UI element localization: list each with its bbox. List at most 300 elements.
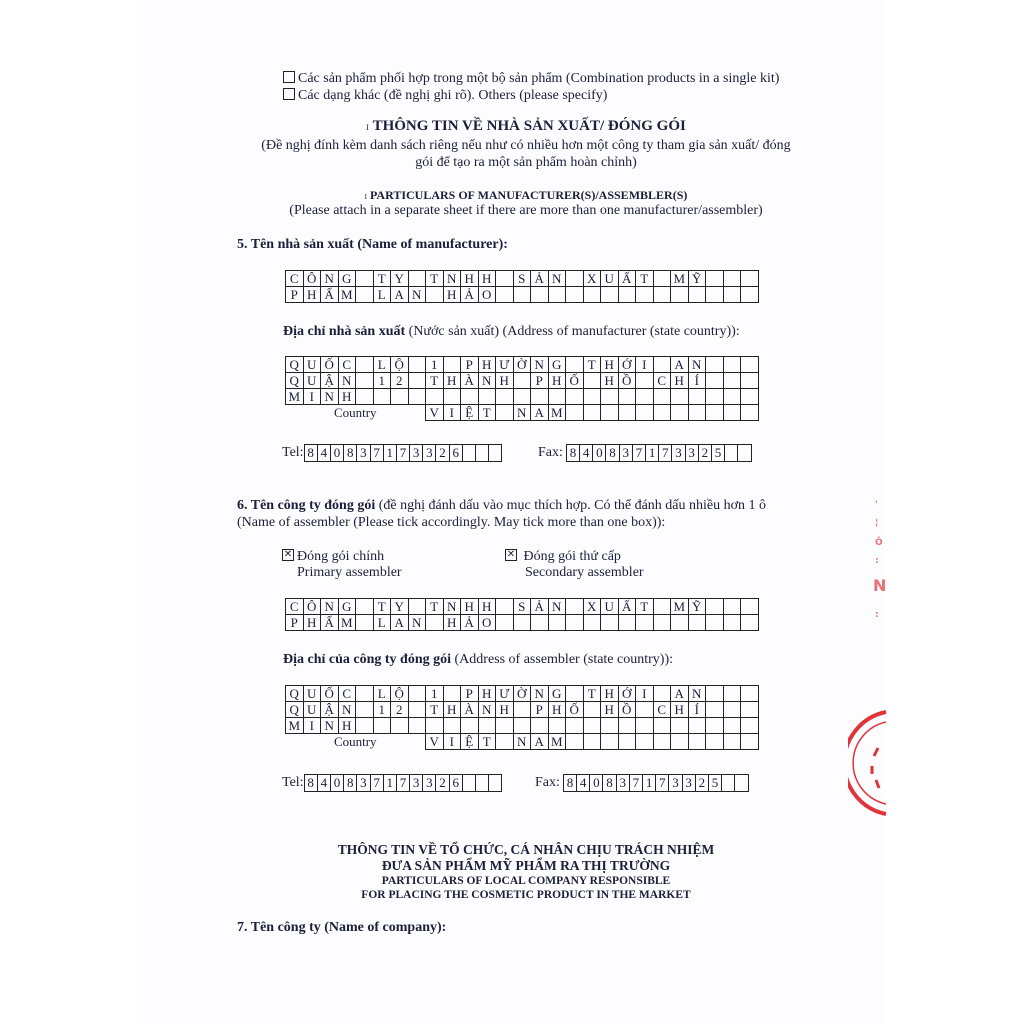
grid-cell[interactable] (496, 287, 514, 303)
grid-cell[interactable]: N (548, 271, 566, 287)
grid-cell[interactable] (513, 615, 531, 631)
grid-cell[interactable]: H (601, 357, 619, 373)
grid-cell[interactable] (496, 389, 514, 405)
grid-cell[interactable]: P (286, 615, 304, 631)
grid-cell[interactable]: N (688, 357, 706, 373)
grid-cell[interactable]: C (653, 373, 671, 389)
grid-cell[interactable]: U (303, 702, 321, 718)
digit-cell[interactable]: 8 (344, 445, 357, 461)
q5-name-grid[interactable] (285, 270, 759, 303)
digit-cell[interactable]: 8 (305, 775, 318, 791)
grid-cell[interactable] (443, 686, 461, 702)
grid-cell[interactable] (723, 718, 741, 734)
digit-cell[interactable]: 3 (423, 445, 436, 461)
grid-cell[interactable]: A (671, 357, 689, 373)
digit-cell[interactable]: 1 (646, 445, 659, 461)
grid-cell[interactable]: H (461, 271, 479, 287)
grid-cell[interactable]: Ố (566, 373, 584, 389)
grid-cell[interactable]: N (321, 271, 339, 287)
grid-cell[interactable] (513, 287, 531, 303)
grid-cell[interactable] (653, 615, 671, 631)
grid-cell[interactable] (356, 357, 374, 373)
grid-cell[interactable]: Q (286, 357, 304, 373)
grid-cell[interactable] (496, 599, 514, 615)
grid-cell[interactable] (583, 373, 601, 389)
country-cell[interactable] (671, 405, 689, 421)
grid-cell[interactable] (566, 599, 584, 615)
digit-cell[interactable]: 5 (712, 445, 725, 461)
grid-cell[interactable] (513, 373, 531, 389)
grid-cell[interactable] (408, 389, 426, 405)
grid-cell[interactable] (496, 615, 514, 631)
grid-cell[interactable]: Ẩ (321, 287, 339, 303)
digit-cell[interactable]: 6 (450, 775, 463, 791)
digit-cell[interactable]: 3 (617, 775, 630, 791)
grid-cell[interactable]: Ả (531, 599, 549, 615)
grid-cell[interactable]: T (426, 599, 444, 615)
grid-cell[interactable] (653, 599, 671, 615)
grid-cell[interactable]: H (303, 615, 321, 631)
grid-cell[interactable]: G (338, 599, 356, 615)
grid-cell[interactable]: T (636, 271, 654, 287)
grid-cell[interactable] (706, 615, 724, 631)
grid-cell[interactable] (443, 357, 461, 373)
country-cell[interactable]: M (548, 734, 566, 750)
grid-cell[interactable] (741, 702, 759, 718)
country-cell[interactable]: A (531, 405, 549, 421)
grid-cell[interactable] (706, 271, 724, 287)
grid-cell[interactable]: H (338, 389, 356, 405)
country-cell[interactable]: I (443, 405, 461, 421)
option-secondary-assembler[interactable]: ✕ Đóng gói thứ cấp (505, 548, 621, 565)
digit-cell[interactable] (735, 775, 748, 791)
grid-cell[interactable]: Ỹ (688, 599, 706, 615)
grid-cell[interactable] (671, 615, 689, 631)
digit-cell[interactable]: 0 (331, 445, 344, 461)
grid-cell[interactable]: H (671, 702, 689, 718)
grid-cell[interactable] (723, 599, 741, 615)
q6-name-grid[interactable] (285, 598, 759, 631)
grid-cell[interactable] (443, 389, 461, 405)
grid-cell[interactable]: T (426, 702, 444, 718)
grid-cell[interactable]: T (426, 271, 444, 287)
grid-cell[interactable] (408, 702, 426, 718)
country-cell[interactable] (601, 734, 619, 750)
grid-cell[interactable] (653, 686, 671, 702)
grid-cell[interactable] (531, 287, 549, 303)
grid-cell[interactable] (688, 718, 706, 734)
grid-cell[interactable]: N (443, 599, 461, 615)
grid-cell[interactable]: M (286, 718, 304, 734)
digit-cell[interactable]: 8 (603, 775, 616, 791)
grid-cell[interactable] (373, 718, 391, 734)
grid-cell[interactable]: Ố (321, 357, 339, 373)
grid-cell[interactable]: I (303, 718, 321, 734)
grid-cell[interactable]: H (671, 373, 689, 389)
grid-cell[interactable] (566, 718, 584, 734)
grid-cell[interactable] (653, 287, 671, 303)
grid-cell[interactable]: H (461, 599, 479, 615)
grid-cell[interactable]: Ồ (618, 373, 636, 389)
country-cell[interactable] (636, 405, 654, 421)
digit-cell[interactable] (738, 445, 751, 461)
grid-cell[interactable] (373, 389, 391, 405)
grid-cell[interactable]: N (408, 615, 426, 631)
grid-cell[interactable]: X (583, 271, 601, 287)
grid-cell[interactable]: Ậ (321, 373, 339, 389)
grid-cell[interactable] (706, 357, 724, 373)
grid-cell[interactable]: T (583, 686, 601, 702)
grid-cell[interactable] (706, 718, 724, 734)
grid-cell[interactable]: M (671, 271, 689, 287)
grid-cell[interactable]: P (286, 287, 304, 303)
country-cell[interactable]: T (478, 405, 496, 421)
digit-cell[interactable]: 8 (564, 775, 577, 791)
q5-tel-cells[interactable] (304, 444, 503, 462)
grid-cell[interactable]: N (531, 686, 549, 702)
digit-cell[interactable]: 7 (397, 445, 410, 461)
grid-cell[interactable]: G (548, 357, 566, 373)
grid-cell[interactable]: M (286, 389, 304, 405)
option-primary-assembler[interactable]: ✕Đóng gói chính (282, 548, 384, 565)
grid-cell[interactable] (636, 389, 654, 405)
grid-cell[interactable]: I (636, 686, 654, 702)
country-cell[interactable] (706, 734, 724, 750)
grid-cell[interactable] (408, 373, 426, 389)
q6-address-grid[interactable] (285, 685, 759, 750)
grid-cell[interactable]: U (601, 599, 619, 615)
grid-cell[interactable] (601, 615, 619, 631)
grid-cell[interactable]: L (373, 287, 391, 303)
grid-cell[interactable] (408, 357, 426, 373)
digit-cell[interactable]: 3 (410, 445, 423, 461)
grid-cell[interactable] (356, 271, 374, 287)
grid-cell[interactable]: Ô (303, 599, 321, 615)
grid-cell[interactable]: U (303, 357, 321, 373)
country-cell[interactable]: V (426, 734, 444, 750)
grid-cell[interactable]: Ô (303, 271, 321, 287)
digit-cell[interactable]: 1 (384, 775, 397, 791)
grid-cell[interactable] (583, 702, 601, 718)
grid-cell[interactable] (583, 287, 601, 303)
grid-cell[interactable] (653, 357, 671, 373)
grid-cell[interactable] (706, 702, 724, 718)
grid-cell[interactable]: Q (286, 702, 304, 718)
grid-cell[interactable] (688, 615, 706, 631)
country-cell[interactable]: N (513, 405, 531, 421)
grid-cell[interactable]: Q (286, 373, 304, 389)
option-others[interactable]: Các dạng khác (đề nghị ghi rõ). Others (please specify) (283, 87, 607, 104)
grid-cell[interactable]: A (671, 686, 689, 702)
country-cell[interactable]: T (478, 734, 496, 750)
grid-cell[interactable] (566, 357, 584, 373)
digit-cell[interactable]: 7 (397, 775, 410, 791)
grid-cell[interactable]: À (461, 373, 479, 389)
grid-cell[interactable]: T (373, 271, 391, 287)
digit-cell[interactable]: 8 (606, 445, 619, 461)
grid-cell[interactable]: Ư (496, 357, 514, 373)
grid-cell[interactable]: A (391, 615, 409, 631)
grid-cell[interactable] (723, 686, 741, 702)
grid-cell[interactable] (688, 389, 706, 405)
grid-cell[interactable]: Ả (461, 615, 479, 631)
country-cell[interactable]: N (513, 734, 531, 750)
grid-cell[interactable] (723, 373, 741, 389)
grid-cell[interactable] (356, 287, 374, 303)
grid-cell[interactable]: M (338, 615, 356, 631)
digit-cell[interactable]: 2 (436, 445, 449, 461)
digit-cell[interactable] (476, 775, 489, 791)
grid-cell[interactable]: M (671, 599, 689, 615)
country-cell[interactable]: A (531, 734, 549, 750)
grid-cell[interactable] (513, 702, 531, 718)
grid-cell[interactable]: U (303, 373, 321, 389)
grid-cell[interactable] (408, 718, 426, 734)
grid-cell[interactable]: L (373, 615, 391, 631)
grid-cell[interactable]: H (443, 373, 461, 389)
country-cell[interactable] (583, 734, 601, 750)
grid-cell[interactable] (601, 389, 619, 405)
grid-cell[interactable]: C (653, 702, 671, 718)
grid-cell[interactable]: Ờ (513, 357, 531, 373)
country-cell[interactable] (688, 405, 706, 421)
grid-cell[interactable]: 1 (373, 373, 391, 389)
grid-cell[interactable] (461, 718, 479, 734)
grid-cell[interactable]: Ố (321, 686, 339, 702)
grid-cell[interactable]: H (338, 718, 356, 734)
grid-cell[interactable]: Ờ (513, 686, 531, 702)
grid-cell[interactable] (408, 686, 426, 702)
digit-cell[interactable]: 1 (643, 775, 656, 791)
grid-cell[interactable] (566, 271, 584, 287)
grid-cell[interactable] (671, 718, 689, 734)
grid-cell[interactable] (618, 718, 636, 734)
digit-cell[interactable] (463, 445, 476, 461)
digit-cell[interactable]: 7 (371, 445, 384, 461)
digit-cell[interactable]: 1 (384, 445, 397, 461)
grid-cell[interactable]: 2 (391, 373, 409, 389)
grid-cell[interactable] (531, 615, 549, 631)
grid-cell[interactable]: Ớ (618, 357, 636, 373)
grid-cell[interactable]: A (391, 287, 409, 303)
grid-cell[interactable]: C (338, 686, 356, 702)
grid-cell[interactable] (408, 599, 426, 615)
grid-cell[interactable] (426, 287, 444, 303)
grid-cell[interactable] (391, 718, 409, 734)
grid-cell[interactable] (741, 357, 759, 373)
country-cell[interactable] (618, 405, 636, 421)
digit-cell[interactable]: 7 (630, 775, 643, 791)
grid-cell[interactable]: P (531, 702, 549, 718)
grid-cell[interactable]: N (338, 702, 356, 718)
q5-fax-cells[interactable] (566, 444, 752, 462)
grid-cell[interactable] (636, 287, 654, 303)
grid-cell[interactable]: Ả (531, 271, 549, 287)
grid-cell[interactable]: T (583, 357, 601, 373)
country-cell[interactable]: V (426, 405, 444, 421)
country-cell[interactable] (618, 734, 636, 750)
grid-cell[interactable] (513, 389, 531, 405)
grid-cell[interactable] (531, 389, 549, 405)
grid-cell[interactable]: U (601, 271, 619, 287)
grid-cell[interactable] (636, 718, 654, 734)
grid-cell[interactable] (426, 718, 444, 734)
grid-cell[interactable] (548, 287, 566, 303)
grid-cell[interactable]: N (321, 599, 339, 615)
q5-address-grid[interactable] (285, 356, 759, 421)
grid-cell[interactable]: G (548, 686, 566, 702)
country-cell[interactable] (566, 405, 584, 421)
digit-cell[interactable]: 6 (450, 445, 463, 461)
grid-cell[interactable]: C (286, 599, 304, 615)
grid-cell[interactable]: N (321, 718, 339, 734)
grid-cell[interactable]: H (443, 287, 461, 303)
country-cell[interactable]: Ệ (461, 734, 479, 750)
country-cell[interactable]: Ệ (461, 405, 479, 421)
grid-cell[interactable]: N (443, 271, 461, 287)
digit-cell[interactable]: 7 (656, 775, 669, 791)
grid-cell[interactable]: C (338, 357, 356, 373)
grid-cell[interactable]: Ấ (618, 271, 636, 287)
grid-cell[interactable]: H (443, 615, 461, 631)
grid-cell[interactable] (356, 389, 374, 405)
digit-cell[interactable]: 8 (567, 445, 580, 461)
digit-cell[interactable]: 2 (699, 445, 712, 461)
digit-cell[interactable]: 7 (633, 445, 646, 461)
grid-cell[interactable] (653, 389, 671, 405)
grid-cell[interactable]: 1 (373, 702, 391, 718)
grid-cell[interactable] (513, 718, 531, 734)
grid-cell[interactable] (723, 615, 741, 631)
checkbox-primary-assembler[interactable] (282, 549, 294, 561)
digit-cell[interactable]: 4 (318, 445, 331, 461)
grid-cell[interactable]: O (478, 615, 496, 631)
digit-cell[interactable]: 2 (696, 775, 709, 791)
grid-cell[interactable] (496, 271, 514, 287)
grid-cell[interactable]: M (338, 287, 356, 303)
grid-cell[interactable] (741, 271, 759, 287)
grid-cell[interactable] (548, 615, 566, 631)
grid-cell[interactable]: X (583, 599, 601, 615)
digit-cell[interactable] (476, 445, 489, 461)
q6-tel-cells[interactable] (304, 774, 503, 792)
grid-cell[interactable] (706, 599, 724, 615)
digit-cell[interactable]: 0 (590, 775, 603, 791)
country-cell[interactable] (496, 405, 514, 421)
grid-cell[interactable]: T (636, 599, 654, 615)
grid-cell[interactable]: L (373, 686, 391, 702)
grid-cell[interactable] (741, 373, 759, 389)
grid-cell[interactable]: 2 (391, 702, 409, 718)
grid-cell[interactable]: H (548, 702, 566, 718)
grid-cell[interactable]: N (408, 287, 426, 303)
digit-cell[interactable] (489, 445, 502, 461)
grid-cell[interactable] (636, 373, 654, 389)
grid-cell[interactable]: Ộ (391, 686, 409, 702)
grid-cell[interactable]: Y (391, 271, 409, 287)
grid-cell[interactable]: H (601, 686, 619, 702)
grid-cell[interactable]: T (426, 373, 444, 389)
digit-cell[interactable] (489, 775, 502, 791)
grid-cell[interactable]: H (478, 271, 496, 287)
digit-cell[interactable]: 7 (659, 445, 672, 461)
grid-cell[interactable]: U (303, 686, 321, 702)
grid-cell[interactable]: N (688, 686, 706, 702)
grid-cell[interactable]: Ồ (618, 702, 636, 718)
grid-cell[interactable]: L (373, 357, 391, 373)
country-cell[interactable] (636, 734, 654, 750)
grid-cell[interactable]: G (338, 271, 356, 287)
grid-cell[interactable]: Ư (496, 686, 514, 702)
grid-cell[interactable]: H (478, 357, 496, 373)
grid-cell[interactable]: T (373, 599, 391, 615)
grid-cell[interactable]: P (531, 373, 549, 389)
grid-cell[interactable] (706, 287, 724, 303)
grid-cell[interactable] (636, 702, 654, 718)
q6-fax-cells[interactable] (563, 774, 749, 792)
country-cell[interactable] (723, 734, 741, 750)
grid-cell[interactable] (548, 718, 566, 734)
grid-cell[interactable]: Í (688, 373, 706, 389)
grid-cell[interactable] (741, 389, 759, 405)
checkbox-others[interactable] (283, 88, 295, 100)
country-cell[interactable] (583, 405, 601, 421)
grid-cell[interactable]: H (496, 702, 514, 718)
digit-cell[interactable]: 0 (331, 775, 344, 791)
digit-cell[interactable]: 3 (683, 775, 696, 791)
grid-cell[interactable] (566, 686, 584, 702)
digit-cell[interactable]: 4 (318, 775, 331, 791)
digit-cell[interactable]: 3 (669, 775, 682, 791)
grid-cell[interactable] (671, 389, 689, 405)
digit-cell[interactable] (722, 775, 735, 791)
grid-cell[interactable]: H (601, 702, 619, 718)
grid-cell[interactable]: Ậ (321, 702, 339, 718)
country-cell[interactable] (671, 734, 689, 750)
country-cell[interactable] (723, 405, 741, 421)
grid-cell[interactable]: S (513, 599, 531, 615)
grid-cell[interactable] (706, 686, 724, 702)
grid-cell[interactable] (566, 615, 584, 631)
grid-cell[interactable] (583, 389, 601, 405)
grid-cell[interactable]: I (636, 357, 654, 373)
grid-cell[interactable]: Ớ (618, 686, 636, 702)
q5-fax[interactable]: Fax: 8 4 0 8 3 7 1 7 3 3 2 5 (538, 444, 752, 462)
grid-cell[interactable] (478, 718, 496, 734)
grid-cell[interactable] (426, 615, 444, 631)
grid-cell[interactable]: Ấ (618, 599, 636, 615)
grid-cell[interactable] (618, 615, 636, 631)
grid-cell[interactable] (356, 702, 374, 718)
grid-cell[interactable] (636, 615, 654, 631)
grid-cell[interactable] (548, 389, 566, 405)
grid-cell[interactable]: H (443, 702, 461, 718)
checkbox-combination-kit[interactable] (283, 71, 295, 83)
grid-cell[interactable] (741, 599, 759, 615)
grid-cell[interactable]: N (321, 389, 339, 405)
grid-cell[interactable] (618, 389, 636, 405)
grid-cell[interactable]: Ộ (391, 357, 409, 373)
grid-cell[interactable]: N (338, 373, 356, 389)
grid-cell[interactable]: I (303, 389, 321, 405)
country-cell[interactable] (706, 405, 724, 421)
country-cell[interactable] (653, 405, 671, 421)
country-cell[interactable] (741, 405, 759, 421)
grid-cell[interactable]: H (478, 599, 496, 615)
digit-cell[interactable]: 8 (344, 775, 357, 791)
digit-cell[interactable]: 3 (357, 775, 370, 791)
digit-cell[interactable]: 3 (357, 445, 370, 461)
